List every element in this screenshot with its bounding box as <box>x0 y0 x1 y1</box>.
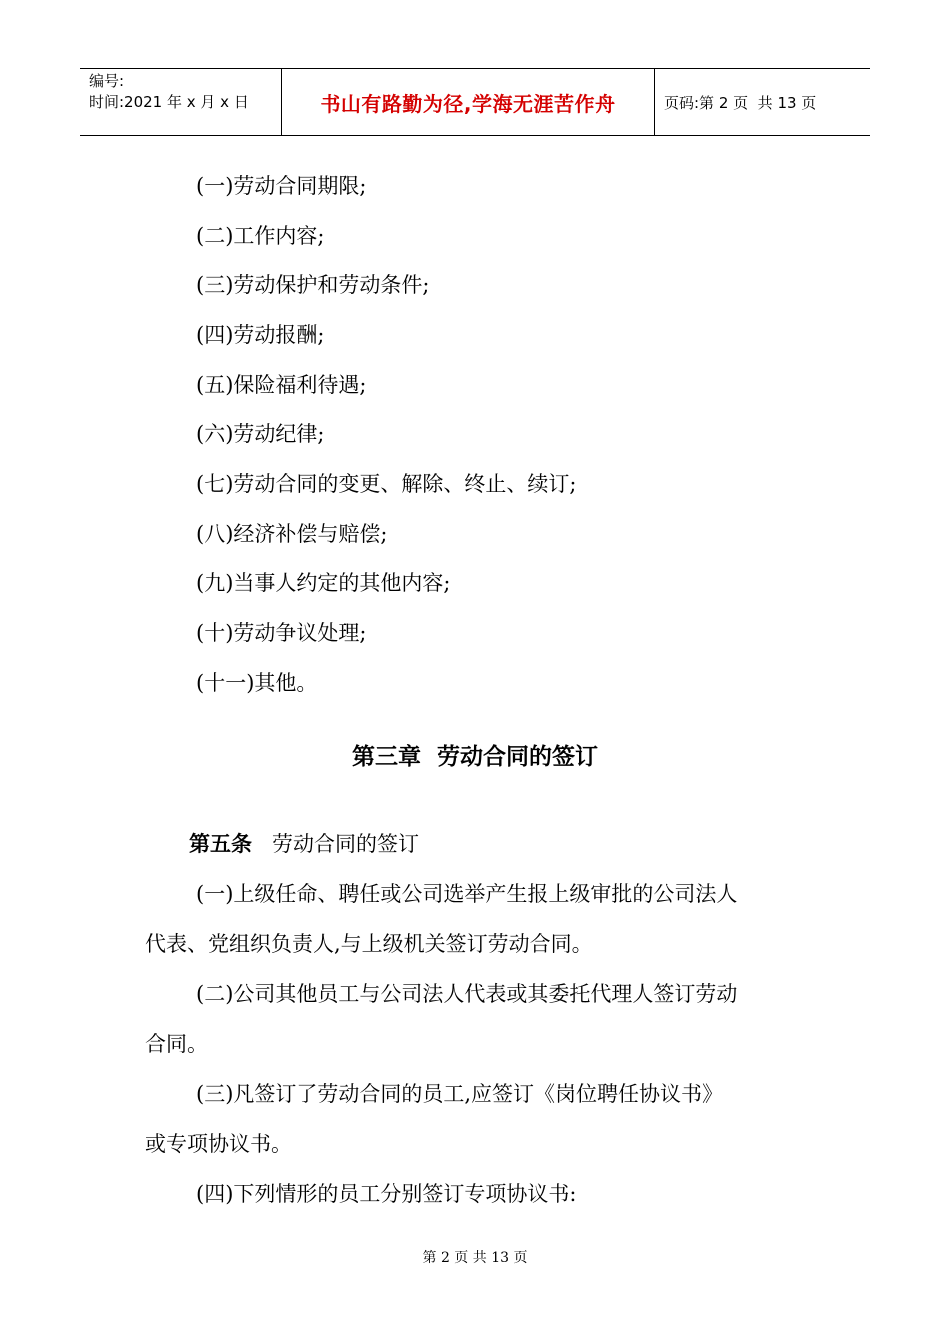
page-footer: 第 2 页 共 13 页 <box>422 1250 528 1266</box>
chapter-title: 第三章 劳动合同的签订 <box>351 744 598 770</box>
paragraph-line: 合同。 <box>145 1032 208 1056</box>
paragraph-line: (二)公司其他员工与公司法人代表或其委托代理人签订劳动 <box>196 982 738 1006</box>
document-date: 时间:2021 年 x 月 x 日 <box>89 93 249 111</box>
paragraph-line: (四)下列情形的员工分别签订专项协议书: <box>196 1182 577 1206</box>
list-item: (五)保险福利待遇; <box>196 373 367 397</box>
list-item: (九)当事人约定的其他内容; <box>196 571 451 595</box>
header-page-info-text: 页码:第 2 页 共 13 页 <box>664 93 817 112</box>
list-item: (八)经济补偿与赔偿; <box>196 522 388 546</box>
paragraph-line: 或专项协议书。 <box>145 1132 292 1156</box>
article-heading <box>189 830 419 858</box>
list-item: (三)劳动保护和劳动条件; <box>196 273 430 297</box>
paragraph-line: 代表、党组织负责人,与上级机关签订劳动合同。 <box>145 932 593 956</box>
list-item: (一)劳动合同期限; <box>196 174 367 198</box>
paragraph-line: (三)凡签订了劳动合同的员工,应签订《岗位聘任协议书》 <box>196 1082 724 1106</box>
list-item: (十)劳动争议处理; <box>196 621 367 645</box>
list-item: (七)劳动合同的变更、解除、终止、续订; <box>196 472 577 496</box>
page-header <box>80 68 870 136</box>
list-item: (二)工作内容; <box>196 224 325 248</box>
paragraph-line: (一)上级任命、聘任或公司选举产生报上级审批的公司法人 <box>196 882 738 906</box>
list-item: (十一)其他。 <box>196 671 318 695</box>
article-number: 第五条 <box>189 832 252 856</box>
header-meta <box>80 69 282 135</box>
header-page-info <box>655 69 870 135</box>
article-title: 劳动合同的签订 <box>272 832 420 856</box>
list-item: (六)劳动纪律; <box>196 422 325 446</box>
document-number-label: 编号: <box>89 72 125 90</box>
list-item: (四)劳动报酬; <box>196 323 325 347</box>
header-motto: 书山有路勤为径,学海无涯苦作舟 <box>282 69 655 135</box>
